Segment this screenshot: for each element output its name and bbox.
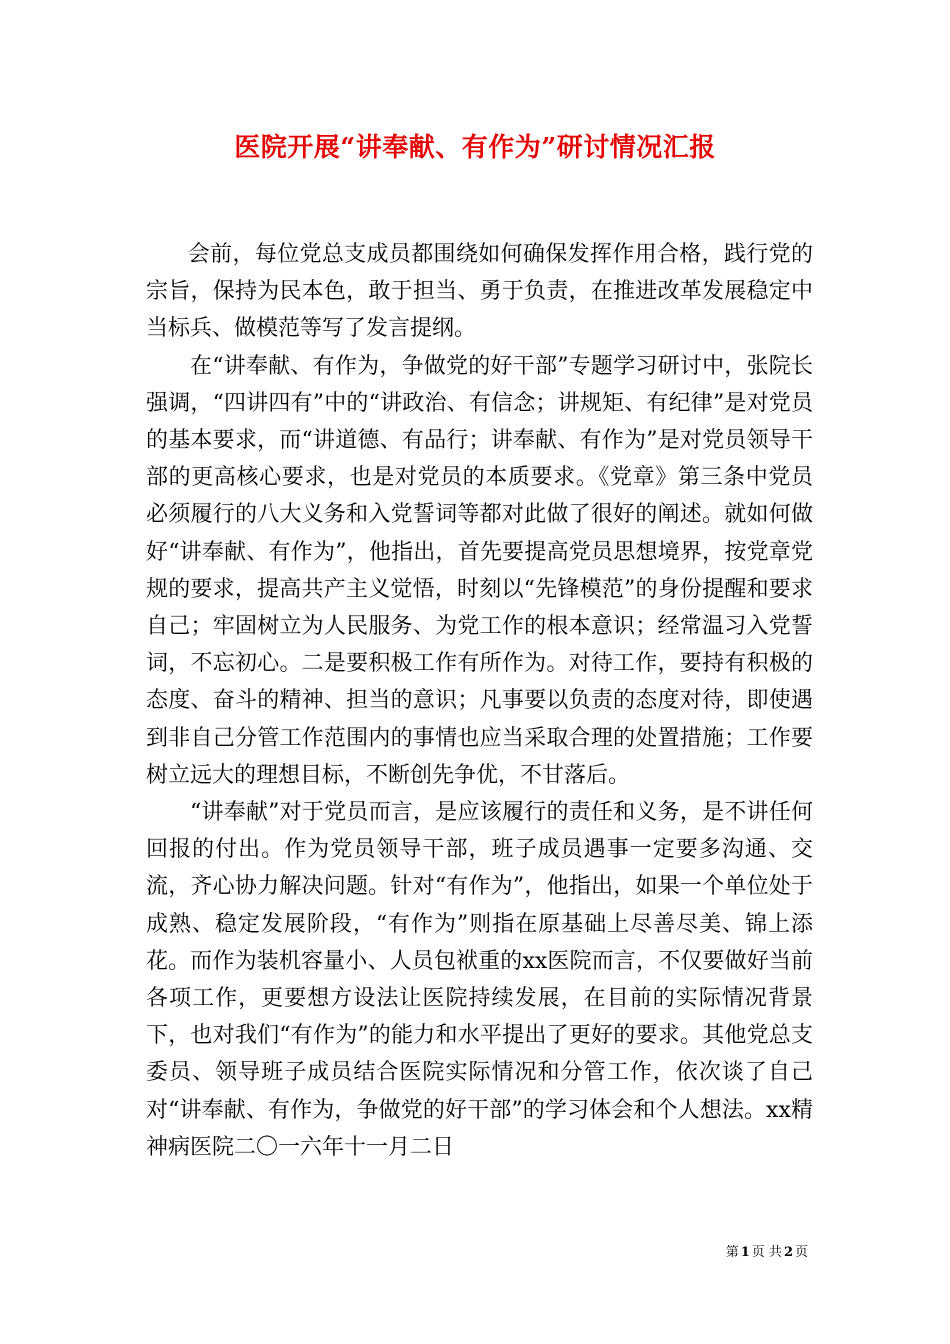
total-page-number: 2 — [783, 1245, 793, 1260]
page-number-footer — [726, 1244, 808, 1262]
document-title: 医院开展“讲奉献、有作为”研讨情况汇报 — [234, 133, 716, 163]
paragraph-1: 会前，每位党总支成员都围绕如何确保发挥作用合格，践行党的宗旨，保持为民本色，敢于担当、勇于负责，在推进改革发展稳定中当标兵、做模范等写了发言提纲。 — [146, 242, 813, 342]
footer-prefix: 第 — [725, 1245, 739, 1260]
current-page-number: 1 — [740, 1245, 750, 1260]
document-body — [146, 236, 813, 1166]
paragraph-3: “讲奉献”对于党员而言，是应该履行的责任和义务，是不讲任何回报的付出。作为党员领导干部，班子成员遇事一定要多沟通、交流，齐心协力解决问题。针对“有作为”，他指出，如果一个单位处于成熟、稳定发展阶段，“有作为”则指在原基础上尽善尽美、锦上添花。而作为装机容量小、人员包袱重的xx医院而言，不仅要做好当前各项工作，更要想方设法让医院持续发展，在目前的实际情况背景下，也对我们“有作为”的能力和水平提出了更好的要求。其他党总支委员、领导班子成员结合医院实际情况和分管工作，依次谈了自己对“讲奉献、有作为，争做党的好干部”的学习体会和个人想法。xx精神病医院二〇一六年十一月二日 — [146, 800, 813, 1160]
footer-suffix: 页 — [794, 1245, 808, 1260]
paragraph-2: 在“讲奉献、有作为，争做党的好干部”专题学习研讨中，张院长强调，“四讲四有”中的“讲政治、有信念；讲规矩、有纪律”是对党员的基本要求，而“讲道德、有品行；讲奉献、有作为”是对党员领导干部的更高核心要求，也是对党员的本质要求。《党章》第三条中党员必须履行的八大义务和入党誓词等都对此做了很好的阐述。就如何做好“讲奉献、有作为”，他指出，首先要提高党员思想境界，按党章党规的要求，提高共产主义觉悟，时刻以“先锋模范”的身份提醒和要求自己；牢固树立为人民服务、为党工作的根本意识；经常温习入党誓词，不忘初心。二是要积极工作有所作为。对待工作，要持有积极的态度、奋斗的精神、担当的意识；凡事要以负责的态度对待，即使遇到非自己分管工作范围内的事情也应当采取合理的处置措施；工作要树立远大的理想目标，不断创先争优，不甘落后。 — [146, 353, 813, 788]
footer-middle: 页 共 — [751, 1245, 782, 1260]
